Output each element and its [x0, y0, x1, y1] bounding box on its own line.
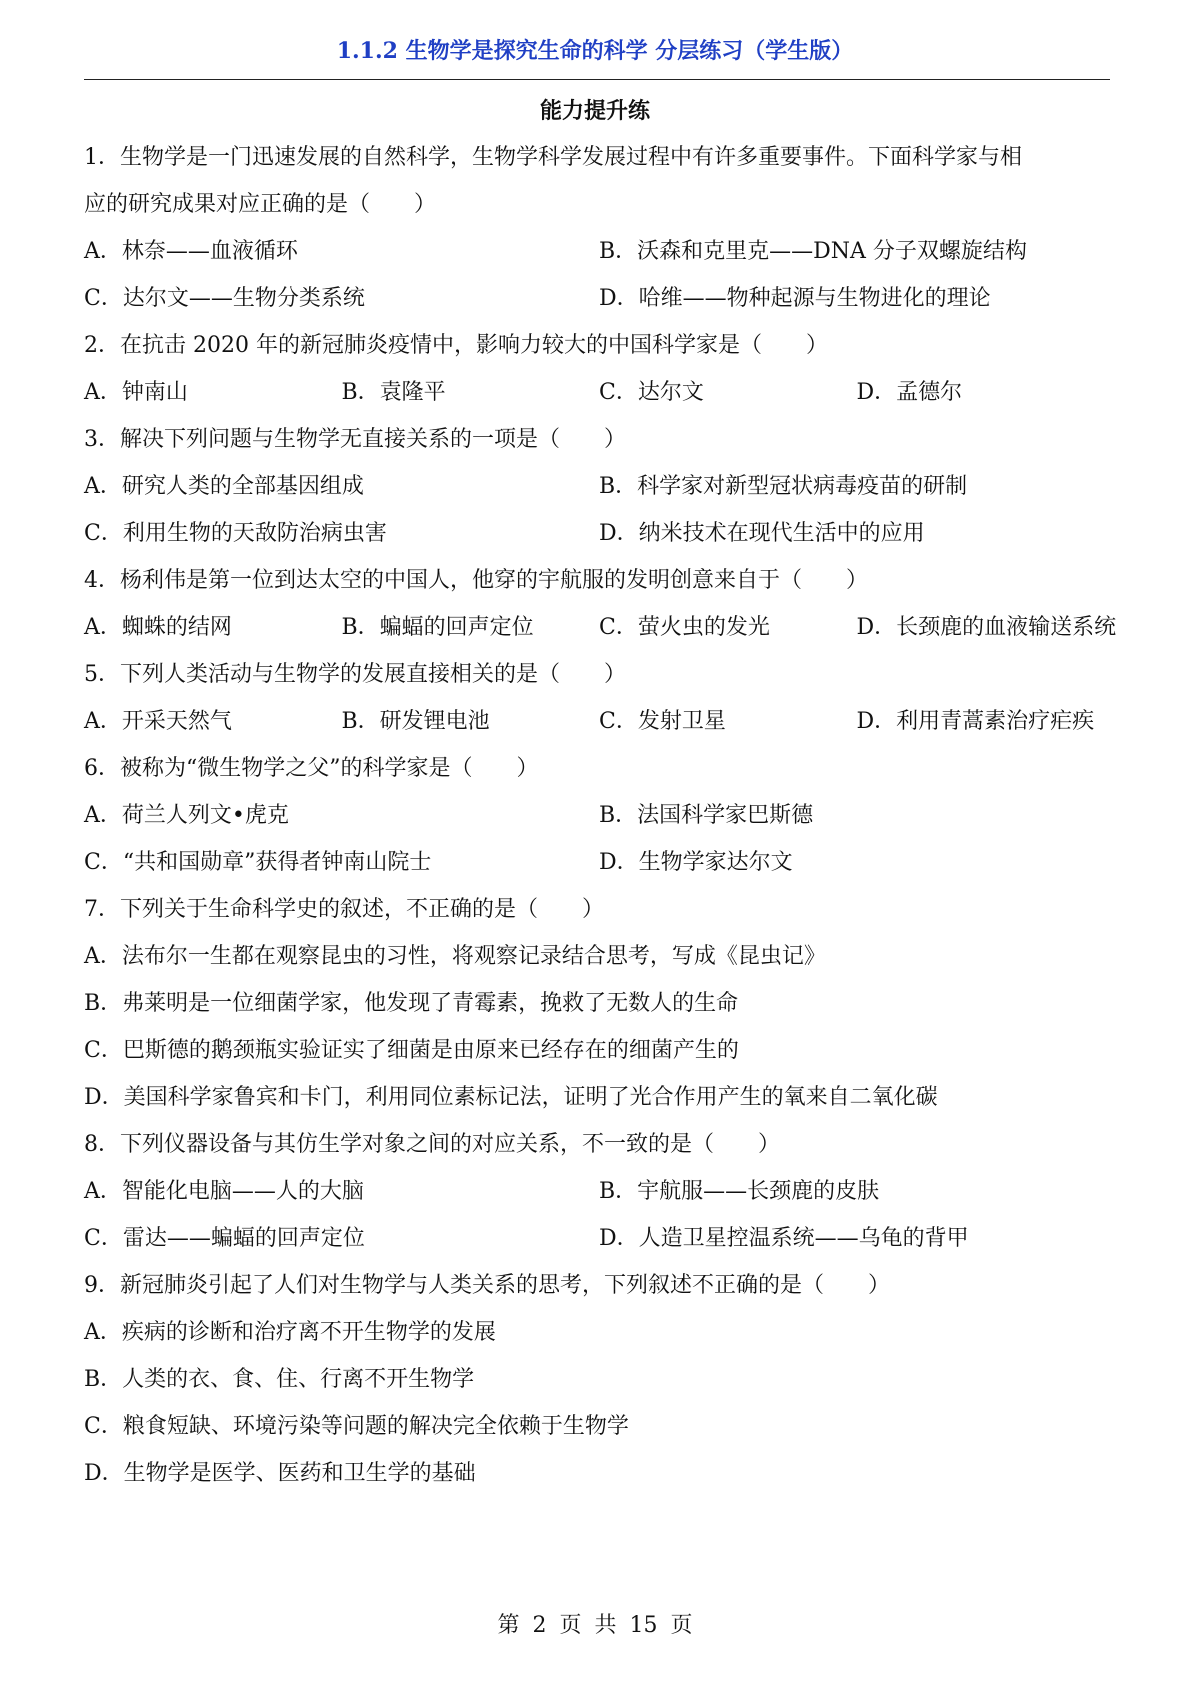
- question-8-option-a: A．智能化电脑——人的大脑: [84, 1179, 364, 1204]
- question-7-option-b: B．弗莱明是一位细菌学家，他发现了青霉素，挽救了无数人的生命: [84, 991, 739, 1016]
- question-1-option-b: B．沃森和克里克——DNA 分子双螺旋结构: [599, 239, 1027, 264]
- question-4-option-b: B．蝙蝠的回声定位: [341, 615, 534, 640]
- question-4-text: 4．杨利伟是第一位到达太空的中国人，他穿的宇航服的发明创意来自于（ ）: [84, 568, 868, 593]
- question-1-text-line-1: 1．生物学是一门迅速发展的自然科学，生物学科学发展过程中有许多重要事件。下面科学家与相: [84, 145, 1023, 170]
- question-6-options-row-2: [84, 839, 1114, 886]
- question-6-option-b: B．法国科学家巴斯德: [599, 803, 814, 828]
- question-8-text: 8．下列仪器设备与其仿生学对象之间的对应关系，不一致的是（ ）: [84, 1132, 780, 1157]
- question-8-options-row-2: [84, 1215, 1114, 1262]
- question-6-option-a: A．荷兰人列文•虎克: [84, 803, 289, 828]
- question-6-options-row-1: [84, 792, 1114, 839]
- question-9-text: 9．新冠肺炎引起了人们对生物学与人类关系的思考，下列叙述不正确的是（ ）: [84, 1273, 890, 1298]
- question-5-option-c: C．发射卫星: [599, 709, 726, 734]
- question-3-option-c: C．利用生物的天敌防治病虫害: [84, 521, 387, 546]
- question-3-option-b: B．科学家对新型冠状病毒疫苗的研制: [599, 474, 968, 499]
- question-6-option-c: C．“共和国勋章”获得者钟南山院士: [84, 850, 432, 875]
- question-1-option-d: D．哈维——物种起源与生物进化的理论: [599, 286, 991, 311]
- question-2-text: 2．在抗击 2020 年的新冠肺炎疫情中，影响力较大的中国科学家是（ ）: [84, 333, 828, 358]
- question-3-options-row-1: [84, 463, 1114, 510]
- question-2-options: [84, 369, 1114, 416]
- question-1-option-c: C．达尔文——生物分类系统: [84, 286, 365, 311]
- question-4-option-a: A．蜘蛛的结网: [84, 615, 232, 640]
- question-1-option-a: A．林奈——血液循环: [84, 239, 298, 264]
- question-9-option-a: A．疾病的诊断和治疗离不开生物学的发展: [84, 1320, 496, 1345]
- question-9-option-b: B．人类的衣、食、住、行离不开生物学: [84, 1367, 475, 1392]
- question-1-text-line-2: 应的研究成果对应正确的是（ ）: [84, 192, 437, 217]
- question-8-option-b: B．宇航服——长颈鹿的皮肤: [599, 1179, 880, 1204]
- section-title: 能力提升练: [539, 98, 650, 124]
- question-6-option-d: D．生物学家达尔文: [599, 850, 793, 875]
- question-list: [84, 134, 1117, 1497]
- question-3-options-row-2: [84, 510, 1114, 557]
- question-3-option-d: D．纳米技术在现代生活中的应用: [599, 521, 925, 546]
- question-2-option-c: C．达尔文: [599, 380, 704, 405]
- question-2-option-b: B．袁隆平: [341, 380, 446, 405]
- question-8-option-d: D．人造卫星控温系统——乌龟的背甲: [599, 1226, 969, 1251]
- question-3-text: 3．解决下列问题与生物学无直接关系的一项是（ ）: [84, 427, 626, 452]
- question-7-option-a: A．法布尔一生都在观察昆虫的习性，将观察记录结合思考，写成《昆虫记》: [84, 944, 826, 969]
- question-4-option-c: C．萤火虫的发光: [599, 615, 770, 640]
- question-2-option-a: A．钟南山: [84, 380, 188, 405]
- question-4-option-d: D．长颈鹿的血液输送系统: [856, 615, 1117, 640]
- question-6-text: 6．被称为“微生物学之父”的科学家是（ ）: [84, 756, 539, 781]
- page-number-footer: 第 2 页 共 15 页: [497, 1613, 693, 1638]
- question-3-option-a: A．研究人类的全部基因组成: [84, 474, 364, 499]
- question-1-options-row-2: [84, 275, 1114, 322]
- question-1-options-row-1: [84, 228, 1114, 275]
- header-divider: [84, 79, 1110, 80]
- question-5-option-b: B．研发锂电池: [341, 709, 490, 734]
- question-9-option-d: D．生物学是医学、医药和卫生学的基础: [84, 1461, 476, 1486]
- question-5-text: 5．下列人类活动与生物学的发展直接相关的是（ ）: [84, 662, 626, 687]
- document-header-title: 1.1.2 生物学是探究生命的科学 分层练习（学生版）: [336, 38, 854, 64]
- question-2-option-d: D．孟德尔: [856, 380, 963, 405]
- question-8-options-row-1: [84, 1168, 1114, 1215]
- question-5-option-a: A．开采天然气: [84, 709, 232, 734]
- question-9-option-c: C．粮食短缺、环境污染等问题的解决完全依赖于生物学: [84, 1414, 629, 1439]
- question-8-option-c: C．雷达——蝙蝠的回声定位: [84, 1226, 365, 1251]
- question-7-option-c: C．巴斯德的鹅颈瓶实验证实了细菌是由原来已经存在的细菌产生的: [84, 1038, 739, 1063]
- question-5-option-d: D．利用青蒿素治疗疟疾: [856, 709, 1095, 734]
- question-7-text: 7．下列关于生命科学史的叙述，不正确的是（ ）: [84, 897, 604, 922]
- question-5-options: [84, 698, 1114, 745]
- question-7-option-d: D．美国科学家鲁宾和卡门，利用同位素标记法，证明了光合作用产生的氧来自二氧化碳: [84, 1085, 938, 1110]
- question-4-options: [84, 604, 1117, 651]
